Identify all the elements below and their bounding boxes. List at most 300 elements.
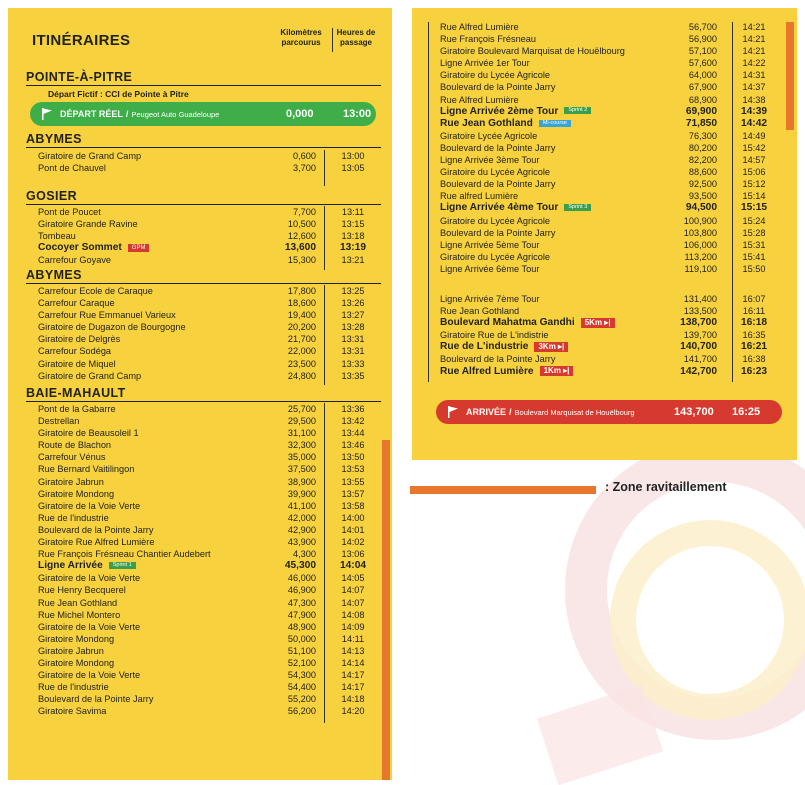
place-text: Carrefour Rue Emmanuel Varieux: [38, 310, 176, 321]
passage-time: 13:21: [341, 255, 365, 266]
passage-time: 13:05: [341, 163, 365, 174]
kilometers: 82,200: [688, 155, 717, 166]
kilometers: 4,300: [293, 549, 316, 560]
itinerary-row: [440, 154, 785, 166]
kilometers: 37,500: [287, 464, 316, 475]
kilometers: 35,000: [287, 452, 316, 463]
itinerary-row: [38, 572, 378, 584]
itinerary-row: [38, 621, 378, 633]
kilometers: 142,700: [680, 365, 717, 377]
itinerary-row: [440, 166, 785, 178]
place-text: Pont de Chauvel: [38, 163, 106, 174]
itinerary-row: [440, 215, 785, 227]
passage-time: 13:28: [341, 322, 365, 333]
place-text: Carrefour Ecole de Caraque: [38, 286, 153, 296]
kilometers: 103,800: [683, 227, 717, 238]
place-text: Rue de l'industrie: [38, 682, 109, 693]
kilometers: 20,200: [287, 322, 316, 333]
itinerary-row: [38, 536, 378, 548]
passage-time: 15:14: [742, 191, 766, 202]
place-text: Rue de l'industrie: [38, 512, 109, 523]
place-text: Giratoire de Grand Camp: [38, 370, 142, 381]
place-text: Rue Michel Montero: [38, 609, 121, 620]
passage-time: 13:35: [341, 370, 365, 381]
kilometers: 7,700: [293, 207, 316, 217]
place-text: Giratoire Mondong: [38, 488, 115, 499]
passage-time: 14:21: [742, 22, 766, 32]
passage-time: 13:42: [341, 416, 365, 427]
place-text: Giratoire du Lycée Agricole: [440, 251, 550, 262]
kilometers: 100,900: [683, 215, 717, 226]
header-km: Kilomètres parcourus: [280, 28, 322, 47]
kilometers: 106,000: [683, 239, 717, 250]
itinerary-row: [440, 329, 785, 341]
arrivee-label: ARRIVÉE: [466, 407, 507, 417]
place-text: Rue François Frésneau: [440, 34, 537, 45]
kilometers: 50,000: [287, 633, 316, 644]
place-text: Boulevard de la Pointe Jarry: [38, 524, 154, 535]
place-text: Giratoire Jabrun: [38, 476, 104, 487]
itinerary-row: [440, 202, 785, 214]
kilometers: 56,900: [688, 34, 717, 45]
place-text: Giratoire Rue de L'indistrie: [440, 330, 549, 341]
place-text: Giratoire de Miquel: [38, 358, 116, 369]
place-text: Giratoire du Lycée Agricole: [440, 70, 550, 81]
itinerary-row: [440, 94, 785, 106]
kilometers: 32,300: [287, 440, 316, 451]
stage-badge: 3Km ▸|: [534, 342, 568, 352]
itinerary-row: [38, 500, 378, 512]
arrivee-place: Boulevard Marquisat de Houëlbourg: [514, 407, 635, 417]
passage-time: 13:18: [341, 231, 365, 242]
place-text: Boulevard de la Pointe Jarry: [440, 82, 556, 93]
passage-time: 13:11: [341, 207, 365, 217]
itinerary-row: [38, 218, 378, 230]
itinerary-row: [38, 645, 378, 657]
itinerary-row: [38, 285, 378, 297]
kilometers: 139,700: [683, 330, 717, 341]
column-divider: [324, 206, 325, 270]
section-gosier: GOSIER: [26, 189, 381, 205]
place-text: Ligne Arrivée 4ème Tour: [440, 202, 559, 214]
itinerary-row: [38, 681, 378, 693]
passage-time: 13:27: [341, 310, 365, 321]
separator: /: [509, 407, 512, 417]
passage-time: 14:05: [341, 573, 365, 584]
passage-time: 15:24: [742, 215, 766, 226]
itinerary-row: [38, 488, 378, 500]
itinerary-row: [38, 370, 378, 382]
place-text: Pont de la Gabarre: [38, 404, 116, 414]
kilometers: 119,100: [684, 263, 717, 274]
place-text: Ligne Arrivée 1er Tour: [440, 58, 530, 69]
kilometers: 0,600: [293, 151, 316, 161]
itinerary-row: [38, 512, 378, 524]
place-text: Route de Blachon: [38, 440, 112, 451]
place-text: Giratoire de la Voie Verte: [38, 573, 141, 584]
itinerary-row: [38, 609, 378, 621]
passage-time: 15:15: [740, 202, 768, 214]
itinerary-row: [38, 309, 378, 321]
kilometers: 51,100: [287, 645, 316, 656]
kilometers: 10,500: [287, 219, 316, 230]
passage-time: 14:14: [341, 657, 365, 668]
kilometers: 57,600: [688, 58, 717, 69]
place-text: Giratoire de Dugazon de Bourgogne: [38, 322, 186, 333]
arrivee-km: 143,700: [674, 406, 714, 418]
kilometers: 57,100: [688, 46, 717, 57]
place-text: Boulevard Mahatma Gandhi: [440, 317, 575, 329]
passage-time: 13:58: [341, 500, 365, 511]
kilometers: 45,300: [284, 560, 316, 572]
kilometers: 13,600: [284, 242, 316, 254]
depart-reel-place: Peugeot Auto Guadeloupe: [131, 109, 220, 119]
itinerary-row: [38, 451, 378, 463]
separator: /: [125, 109, 129, 119]
passage-time: 13:57: [341, 488, 365, 499]
kilometers: 3,700: [293, 163, 316, 174]
passage-time: 13:46: [341, 440, 365, 451]
place-text: Giratoire du Lycée Agricole: [440, 167, 550, 178]
place-text: Ligne Arrivée 7ème Tour: [440, 294, 540, 304]
passage-time: 15:31: [742, 239, 766, 250]
itinerary-row: [38, 657, 378, 669]
passage-time: 14:13: [341, 645, 365, 656]
stage-badge: Sprint 1: [109, 562, 136, 569]
itinerary-row: [38, 463, 378, 475]
kilometers: 18,600: [287, 298, 316, 309]
rows-abymes-2: [38, 285, 378, 382]
itinerary-row: [440, 178, 785, 190]
rows-gosier: [38, 206, 378, 266]
itinerary-row: [38, 584, 378, 596]
place-text: Giratoire de la Voie Verte: [38, 621, 141, 632]
place-text: Giratoire de la Voie Verte: [38, 670, 141, 681]
passage-time: 13:55: [341, 476, 365, 487]
passage-time: 16:11: [742, 306, 766, 317]
kilometers: 71,850: [685, 117, 717, 129]
depart-reel-km: 0,000: [286, 108, 314, 120]
kilometers: 22,000: [287, 346, 316, 357]
rows-final: [440, 293, 785, 378]
place-text: Giratoire de la Voie Verte: [38, 500, 141, 511]
passage-time: 15:06: [742, 167, 766, 178]
decorative-shape: [537, 685, 663, 785]
place-text: Rue Henry Becquerel: [38, 585, 126, 596]
itinerary-row: [440, 293, 785, 305]
kilometers: 15,300: [287, 255, 316, 266]
kilometers: 54,300: [287, 670, 316, 681]
place-text: Giratoire Jabrun: [38, 645, 104, 656]
kilometers: 29,500: [287, 416, 316, 427]
itinerary-row: [38, 524, 378, 536]
stage-badge: 5Km ▸|: [581, 318, 615, 328]
legend-label: : Zone ravitaillement: [605, 480, 727, 494]
passage-time: 15:41: [742, 251, 766, 262]
kilometers: 47,900: [287, 609, 316, 620]
itinerary-row: [38, 333, 378, 345]
itinerary-row: [440, 130, 785, 142]
passage-time: 16:21: [740, 341, 768, 353]
stage-badge: GPM: [128, 244, 150, 252]
itinerary-row: [440, 106, 785, 118]
passage-time: 14:02: [341, 537, 365, 548]
passage-time: 13:36: [341, 404, 365, 414]
passage-time: 16:18: [740, 317, 768, 329]
passage-time: 14:01: [341, 524, 365, 535]
kilometers: 138,700: [680, 317, 717, 329]
arrivee-banner: [436, 400, 782, 424]
kilometers: 17,800: [287, 286, 316, 296]
section-abymes: ABYMES: [26, 132, 381, 148]
itinerary-row: [38, 693, 378, 705]
passage-time: 14:18: [341, 694, 365, 705]
itinerary-row: [38, 548, 378, 560]
passage-time: 14:21: [742, 34, 766, 45]
passage-time: 16:38: [742, 354, 766, 365]
itinerary-row: [38, 242, 378, 254]
stage-badge: 1Km ▸|: [540, 366, 574, 376]
kilometers: 41,100: [287, 500, 316, 511]
itinerary-row: [38, 206, 378, 218]
place-text: Giratoire Boulevard Marquisat de Houëlbourg: [440, 46, 625, 57]
column-divider: [324, 150, 325, 186]
flag-icon: [446, 405, 460, 419]
itinerary-row: [38, 162, 378, 174]
depart-reel-time: 13:00: [343, 108, 372, 120]
passage-time: 14:17: [341, 670, 365, 681]
stage-badge: Sprint 3: [564, 204, 591, 211]
itinerary-row: [440, 239, 785, 251]
depart-reel-banner: [30, 102, 376, 126]
kilometers: 19,400: [287, 310, 316, 321]
itinerary-row: [440, 142, 785, 154]
depart-fictif: Départ Fictif : CCI de Pointe à Pitre: [48, 89, 189, 99]
passage-time: 15:50: [742, 263, 766, 274]
legend-swatch: [410, 486, 596, 494]
passage-time: 16:23: [740, 365, 768, 377]
itinerary-row: [38, 560, 378, 572]
itinerary-row: [440, 263, 785, 275]
passage-time: 14:39: [740, 105, 768, 117]
rows-laps: [440, 21, 785, 275]
passage-time: 13:31: [341, 334, 365, 345]
kilometers: 12,600: [287, 231, 316, 242]
place-text: Ligne Arrivée 6ème Tour: [440, 263, 540, 274]
kilometers: 94,500: [685, 202, 717, 214]
itinerary-row: [38, 633, 378, 645]
section-pointe-a-pitre: POINTE-À-PITRE: [26, 70, 381, 86]
itinerary-row: [440, 81, 785, 93]
place-text: Rue de L'industrie: [440, 341, 529, 353]
place-text: Rue François Frésneau Chantier Audebert: [38, 549, 211, 560]
kilometers: 39,900: [287, 488, 316, 499]
kilometers: 24,800: [287, 370, 316, 381]
place-text: Boulevard de la Pointe Jarry: [440, 179, 556, 190]
kilometers: 88,600: [688, 167, 717, 178]
place-text: Carrefour Vénus: [38, 452, 106, 463]
itinerary-row: [38, 597, 378, 609]
itinerary-row: [440, 21, 785, 33]
itinerary-row: [38, 427, 378, 439]
passage-time: 13:50: [341, 452, 365, 463]
column-divider: [332, 28, 333, 52]
itinerary-row: [38, 669, 378, 681]
kilometers: 43,900: [287, 537, 316, 548]
kilometers: 56,200: [287, 706, 316, 717]
passage-time: 14:21: [742, 46, 766, 57]
itinerary-row: [440, 118, 785, 130]
passage-time: 13:00: [341, 151, 365, 161]
kilometers: 140,700: [680, 341, 717, 353]
place-text: Tombeau: [38, 231, 76, 242]
kilometers: 42,900: [287, 524, 316, 535]
itinerary-row: [440, 251, 785, 263]
passage-time: 14:57: [742, 155, 766, 166]
passage-time: 13:25: [341, 286, 365, 296]
kilometers: 76,300: [688, 130, 717, 141]
kilometers: 68,900: [688, 94, 717, 105]
passage-time: 16:35: [742, 330, 766, 341]
itinerary-row: [440, 57, 785, 69]
place-text: Boulevard de la Pointe Jarry: [440, 142, 556, 153]
place-text: Ligne Arrivée 3ème Tour: [440, 155, 540, 166]
column-divider: [732, 22, 733, 382]
kilometers: 25,700: [287, 404, 316, 414]
column-divider: [324, 285, 325, 385]
stage-badge: Mi-course: [539, 120, 571, 127]
passage-time: 13:33: [341, 358, 365, 369]
place-text: Boulevard de la Pointe Jarry: [440, 227, 556, 238]
kilometers: 21,700: [287, 334, 316, 345]
kilometers: 23,500: [287, 358, 316, 369]
passage-time: 13:31: [341, 346, 365, 357]
kilometers: 48,900: [287, 621, 316, 632]
kilometers: 93,500: [688, 191, 717, 202]
place-text: Giratoire Rue Alfred Lumière: [38, 537, 155, 548]
itinerary-row: [38, 415, 378, 427]
passage-time: 14:49: [742, 130, 766, 141]
passage-time: 14:42: [740, 117, 768, 129]
kilometers: 55,200: [287, 694, 316, 705]
place-text: Rue alfred Lumière: [440, 191, 519, 202]
place-text: Rue Jean Gothland: [440, 117, 533, 129]
itinerary-row: [440, 227, 785, 239]
kilometers: 46,000: [287, 573, 316, 584]
passage-time: 14:37: [742, 82, 766, 93]
place-text: Rue Alfred Lumière: [440, 365, 534, 377]
place-text: Boulevard de la Pointe Jarry: [440, 354, 556, 365]
place-text: Ligne Arrivée 5ème Tour: [440, 239, 540, 250]
passage-time: 14:38: [742, 94, 766, 105]
header-time: Heures de passage: [336, 28, 376, 47]
place-text: Rue Alfred Lumière: [440, 94, 519, 105]
place-text: Rue Jean Gothland: [440, 306, 520, 317]
itinerary-row: [38, 254, 378, 266]
place-text: Giratoire Lycée Agricole: [440, 130, 538, 141]
passage-time: 13:53: [341, 464, 365, 475]
passage-time: 13:15: [341, 219, 365, 230]
passage-time: 14:17: [341, 682, 365, 693]
itinerary-row: [38, 403, 378, 415]
place-text: Rue Bernard Vaitilingon: [38, 464, 135, 475]
place-text: Cocoyer Sommet: [38, 242, 122, 254]
passage-time: 16:07: [742, 294, 766, 304]
passage-time: 15:28: [742, 227, 766, 238]
rows-baie-mahault: [38, 403, 378, 717]
place-text: Pont de Poucet: [38, 207, 101, 217]
kilometers: 54,400: [287, 682, 316, 693]
passage-time: 14:04: [339, 560, 367, 572]
kilometers: 131,400: [683, 294, 717, 304]
kilometers: 46,900: [287, 585, 316, 596]
kilometers: 141,700: [683, 354, 717, 365]
itinerary-row: [38, 230, 378, 242]
kilometers: 69,900: [685, 105, 717, 117]
itinerary-row: [440, 305, 785, 317]
itinerary-panel-left: [8, 8, 392, 780]
itinerary-row: [440, 190, 785, 202]
itinerary-panel-right: [412, 8, 797, 460]
passage-time: 13:06: [341, 549, 365, 560]
itinerary-row: [38, 358, 378, 370]
passage-time: 13:19: [339, 242, 367, 254]
itinerary-row: [38, 297, 378, 309]
place-text: Ligne Arrivée: [38, 560, 103, 572]
kilometers: 31,100: [287, 428, 316, 439]
itinerary-row: [440, 33, 785, 45]
passage-time: 15:42: [742, 142, 766, 153]
itinerary-row: [440, 366, 785, 378]
kilometers: 133,500: [683, 306, 717, 317]
place-text: Boulevard de la Pointe Jarry: [38, 694, 154, 705]
flag-icon: [40, 107, 54, 121]
itinerary-row: [38, 345, 378, 357]
passage-time: 14:07: [341, 585, 365, 596]
passage-time: 14:11: [341, 633, 365, 644]
place-text: Giratoire Grande Ravine: [38, 219, 138, 230]
passage-time: 13:44: [341, 428, 365, 439]
arrivee-time: 16:25: [732, 406, 761, 418]
itinerary-row: [440, 353, 785, 365]
passage-time: 14:22: [742, 58, 766, 69]
itinerary-row: [440, 45, 785, 57]
place-text: Destrellan: [38, 416, 80, 427]
itinerary-row: [38, 476, 378, 488]
place-text: Giratoire Mondong: [38, 657, 115, 668]
passage-time: 14:20: [341, 706, 365, 717]
passage-time: 14:07: [341, 597, 365, 608]
kilometers: 64,000: [688, 70, 717, 81]
ravitaillement-zone-marker: [786, 22, 794, 130]
place-text: Carrefour Caraque: [38, 298, 115, 309]
column-divider: [428, 22, 429, 382]
passage-time: 14:31: [742, 70, 766, 81]
depart-reel-label: DÉPART RÉEL: [60, 109, 123, 119]
ravitaillement-zone-marker: [382, 440, 390, 780]
place-text: Carrefour Sodéga: [38, 346, 112, 357]
section-baie-mahault: BAIE-MAHAULT: [26, 386, 381, 402]
kilometers: 80,200: [688, 142, 717, 153]
itinerary-row: [38, 150, 378, 162]
place-text: Giratoire de Delgrès: [38, 334, 121, 345]
kilometers: 113,200: [684, 251, 717, 262]
place-text: Giratoire Mondong: [38, 633, 115, 644]
passage-time: 15:12: [742, 179, 766, 190]
kilometers: 47,300: [287, 597, 316, 608]
stage-badge: Sprint 2: [564, 107, 591, 114]
kilometers: 56,700: [688, 22, 717, 32]
